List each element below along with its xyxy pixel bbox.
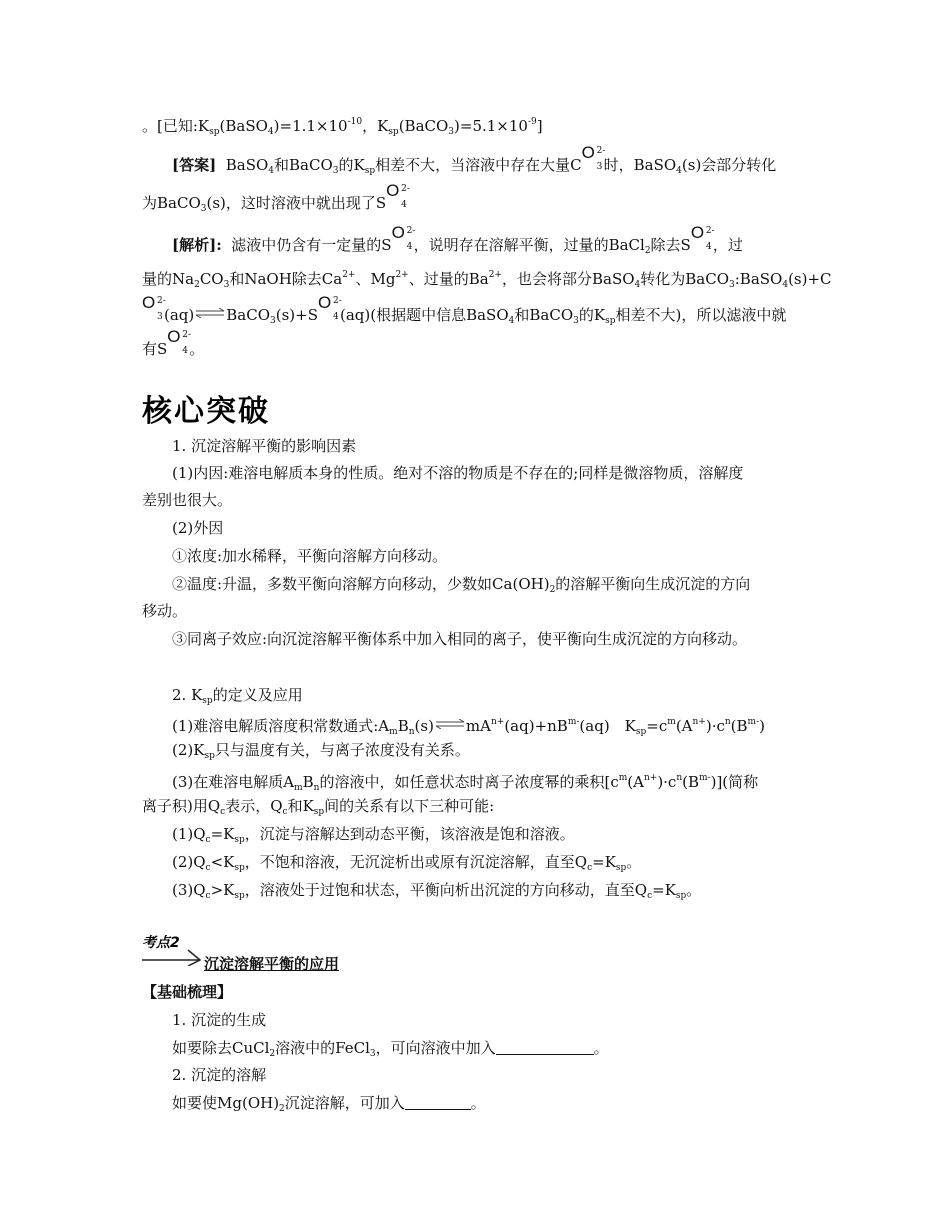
equilibrium-arrow-icon (434, 719, 466, 729)
analysis-line-1: [解析]: 滤液中仍含有一定量的S O 2- 4 ，说明存在溶解平衡，过量的BaCl$_2$除去S O 2- 4 ，过 (172, 223, 743, 256)
ksp-case-2: $(2)Q_c<K_{sp}$，不饱和溶液，无沉淀析出或原有沉淀溶解，直至$Q_c=K_{sp}$。 (172, 853, 642, 873)
ksp-title: 2. $K_{sp}$的定义及应用 (172, 686, 303, 706)
analysis-label: [解析]: (172, 236, 222, 254)
sulfate-ion: O 2- 4 (690, 223, 715, 252)
basics-question-1: 如要除去CuCl$_2$溶液中的FeCl$_3$，可向溶液中加入 。 (172, 1039, 609, 1059)
section-heading: 核心突破 (142, 394, 270, 429)
ksp-temperature: $(2)K_{sp}$只与温度有关，与离子浓度没有关系。 (172, 741, 470, 761)
ksp-formula: (1)难溶电解质溶度积常数通式$:A_mB_n(s)$ $mA^{n+}(aq)+nB^{m-}(aq)$ $K_{sp}=c^m(A^{n+})\cdot c^n(B^{m-})$ (172, 717, 765, 737)
kaodian-badge: 考点2 (142, 932, 204, 962)
carbonate-ion: O 2- 3 (142, 293, 166, 322)
basics-question-2: 如要使$Mg(OH)_2$沉淀溶解，可加入 。 (172, 1094, 486, 1114)
core-external-factor: (2)外因 (172, 519, 224, 537)
answer-blank-2[interactable] (405, 1095, 471, 1110)
core-temperature: ②温度:升温，多数平衡向溶解方向移动，少数如$Ca(OH)_2$的溶解平衡向生成沉淀的方向 (172, 575, 751, 595)
analysis-line-3: O 2- 3 (aq) BaCO$_3$(s)+S O 2- 4 (aq)(根据题中信息BaSO$_4$和BaCO$_3$的$K_{sp}$相差不大)，所以滤液中就 (142, 293, 787, 326)
known-constants-line: 。[已知$:K_{sp}(BaSO_4)=1.1\times 10^{-10}$，$K_{sp}(BaCO_3)=5.1\times 10^{-9}$] (142, 117, 543, 137)
ksp-case-3: $(3)Q_c>K_{sp}$，溶液处于过饱和状态，平衡向析出沉淀的方向移动，直至$Q_c=K_{sp}$。 (172, 881, 702, 901)
core-concentration: ①浓度:加水稀释，平衡向溶解方向移动。 (172, 547, 448, 565)
core-point-1: 1. 沉淀溶解平衡的影响因素 (172, 437, 357, 455)
carbonate-ion: O 2- 3 (581, 143, 606, 172)
kaodian-title: 沉淀溶解平衡的应用 (204, 955, 340, 973)
basics-item-2: 2. 沉淀的溶解 (172, 1066, 267, 1084)
core-common-ion: ③同离子效应:向沉淀溶解平衡体系中加入相同的离子，使平衡向生成沉淀的方向移动。 (172, 630, 748, 648)
sulfate-ion: O 2- 4 (391, 223, 416, 252)
equilibrium-arrow-icon (194, 308, 226, 318)
answer-blank-1[interactable] (496, 1040, 594, 1055)
ksp-case-1: $(1)Q_c=K_{sp}$，沉淀与溶解达到动态平衡，该溶液是饱和溶液。 (172, 825, 575, 845)
answer-line-2: 为BaCO$_3$(s)，这时溶液中就出现了S O 2- 4 (142, 181, 410, 214)
ksp-ion-product-cont: 离子积)用$Q_c$表示，$Q_c$和$K_{sp}$间的关系有以下三种可能: (142, 797, 495, 817)
core-internal-factor-cont: 差别也很大。 (142, 491, 233, 509)
answer-label: [答案] (172, 156, 217, 174)
arrow-icon (142, 932, 208, 966)
sulfate-ion: O 2- 4 (386, 181, 410, 210)
sulfate-ion: O 2- 4 (317, 293, 342, 322)
analysis-line-2: 量的$Na_2CO_3$和NaOH除去$Ca^{2+}$、$Mg^{2+}$、过量的$Ba^{2+}$，也会将部分BaSO$_4$转化为BaCO$_3$:BaSO$_4$(s)+C (142, 270, 832, 290)
sulfate-ion: O 2- 4 (167, 327, 192, 356)
core-temperature-cont: 移动。 (142, 602, 188, 620)
basics-item-1: 1. 沉淀的生成 (172, 1011, 267, 1029)
analysis-line-4: 有S O 2- 4 。 (142, 327, 205, 358)
ksp-ion-product: (3)在难溶电解质$A_mB_n$的溶液中，如任意状态时离子浓度幂的乘积$[c^m(A^{n+})\cdot c^n(B^{m-})]$(简称 (172, 773, 759, 793)
answer-line-1: [答案] BaSO$_4$和BaCO$_3$的$K_{sp}$相差不大，当溶液中存在大量C O 2- 3 时，BaSO$_4$(s)会部分转化 (172, 143, 777, 176)
basics-heading: 【基础梳理】 (142, 983, 233, 1001)
core-internal-factor: (1)内因:难溶电解质本身的性质。绝对不溶的物质是不存在的;同样是微溶物质，溶解度 (172, 464, 744, 482)
